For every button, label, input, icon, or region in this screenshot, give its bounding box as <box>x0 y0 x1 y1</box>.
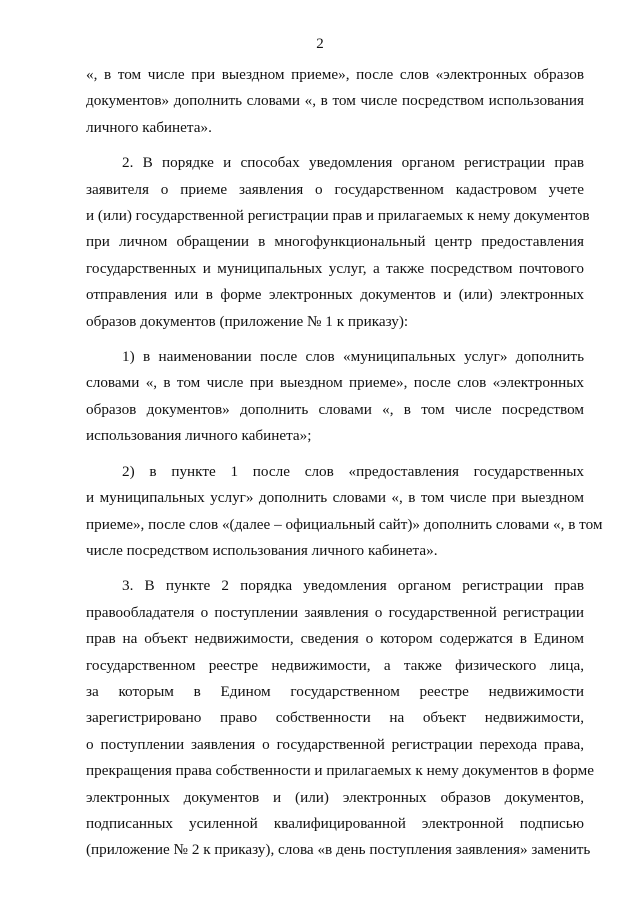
paragraph-continuation <box>86 62 584 141</box>
text-line: словами «, в том числе при выездном приеме», после слов «электронных <box>86 374 584 392</box>
text-line: числе посредством использования личного кабинета». <box>86 541 438 559</box>
text-line: государственных и муниципальных услуг, а также посредством почтового <box>86 259 584 277</box>
text-line: правообладателя о поступлении заявления о государственной регистрации <box>86 603 584 621</box>
text-line: образов документов» дополнить словами «, в том числе посредством <box>86 400 584 418</box>
text-line: личного кабинета». <box>86 118 212 136</box>
text-line: (приложение № 2 к приказу), слова «в день поступления заявления» заменить <box>86 841 591 859</box>
text-line: и (или) государственной регистрации прав и прилагаемых к нему документов <box>86 207 590 225</box>
text-line: прекращения права собственности и прилагаемых к нему документов в форме <box>86 762 594 780</box>
paragraph-item-2-1 <box>86 344 584 450</box>
text-line: документов» дополнить словами «, в том числе посредством использования <box>86 92 584 110</box>
text-line: прав на объект недвижимости, сведения о котором содержатся в Едином <box>86 630 584 648</box>
text-line: заявителя о приеме заявления о государственном кадастровом учете <box>86 180 584 198</box>
text-line: отправления или в форме электронных документов и (или) электронных <box>86 286 584 304</box>
text-line: образов документов (приложение № 1 к приказу): <box>86 312 409 330</box>
text-line: использования личного кабинета»; <box>86 427 312 445</box>
paragraph-item-3 <box>86 573 594 863</box>
text-line: за которым в Едином государственном реестре недвижимости <box>86 682 584 700</box>
text-line: электронных документов и (или) электронных образов документов, <box>86 788 584 806</box>
text-line: 3. В пункте 2 порядка уведомления органом регистрации прав <box>122 577 584 595</box>
text-line: 2) в пункте 1 после слов «предоставления государственных <box>122 462 584 480</box>
paragraph-item-2-2 <box>86 459 603 565</box>
text-line: государственном реестре недвижимости, а также физического лица, <box>86 656 584 674</box>
document-body <box>86 62 603 864</box>
text-line: 1) в наименовании после слов «муниципальных услуг» дополнить <box>122 348 584 366</box>
text-line: приеме», после слов «(далее – официальный сайт)» дополнить словами «, в том <box>86 515 603 533</box>
paragraph-item-2 <box>86 150 590 335</box>
text-line: 2. В порядке и способах уведомления органом регистрации прав <box>122 154 584 172</box>
text-line: при личном обращении в многофункциональный центр предоставления <box>86 233 584 251</box>
text-line: и муниципальных услуг» дополнить словами «, в том числе при выездном <box>86 489 584 507</box>
page-number: 2 <box>316 36 324 52</box>
text-line: подписанных усиленной квалифицированной электронной подписью <box>86 814 584 832</box>
text-line: зарегистрировано право собственности на объект недвижимости, <box>86 709 584 727</box>
text-line: «, в том числе при выездном приеме», после слов «электронных образов <box>86 66 584 83</box>
text-line: о поступлении заявления о государственной регистрации перехода права, <box>86 735 584 753</box>
